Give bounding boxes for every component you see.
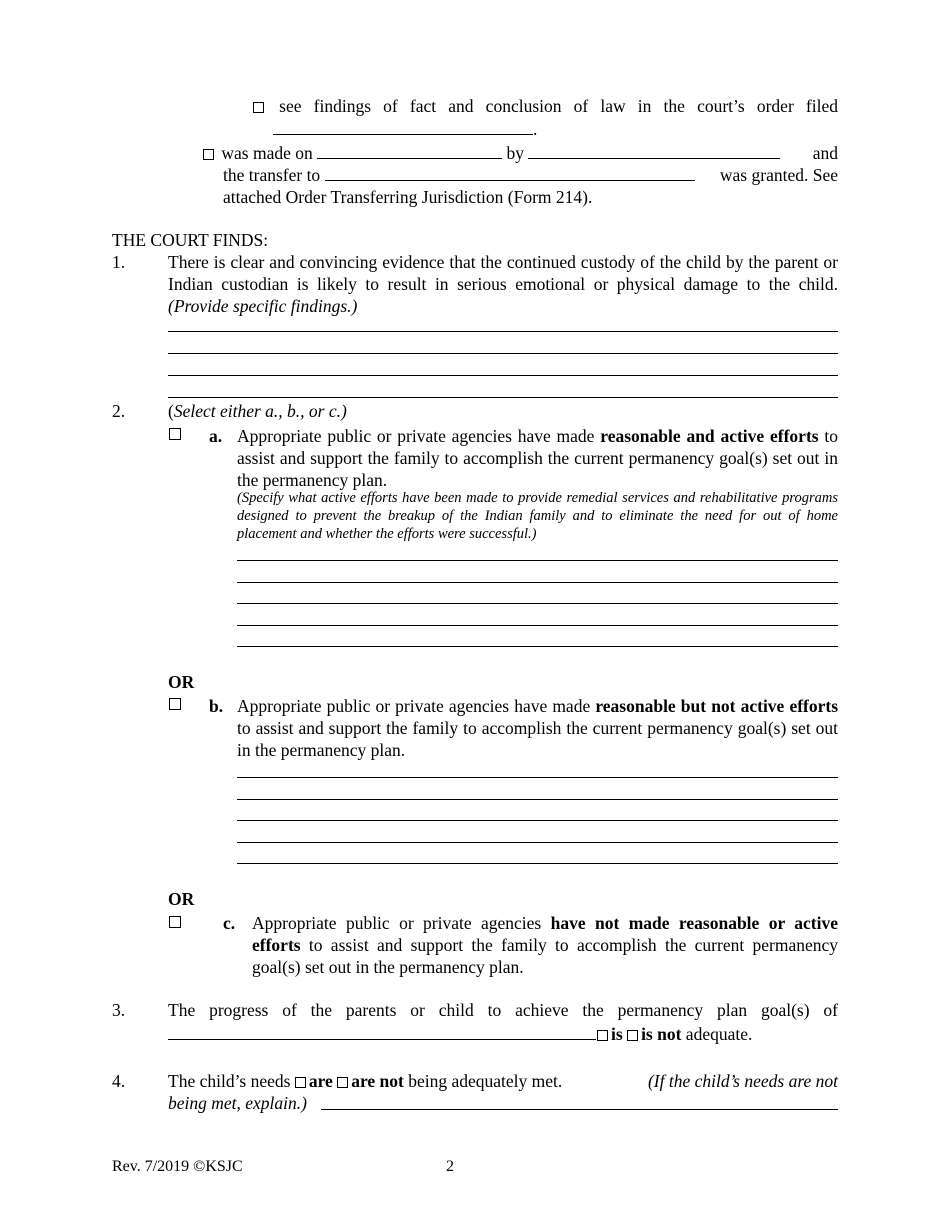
attached-text: attached Order Transferring Jurisdiction (Form 214). bbox=[223, 187, 593, 207]
findings-date-row: . bbox=[273, 118, 537, 140]
transfer-row: the transfer to was granted. See bbox=[223, 165, 838, 185]
option-a-line[interactable] bbox=[237, 603, 838, 604]
option-a-line[interactable] bbox=[237, 582, 838, 583]
findings-row bbox=[253, 95, 838, 117]
item1-line[interactable] bbox=[168, 331, 838, 332]
option-c-checkbox[interactable] bbox=[169, 916, 181, 928]
findings-checkbox[interactable] bbox=[253, 102, 264, 113]
option-a-specify: (Specify what active efforts have been made to provide remedial services and rehabilitative programs designed to prevent the breakup of the Indian family and to eliminate the need for out of home placement and whether the efforts were successful.) bbox=[237, 490, 838, 542]
item3-number: 3. bbox=[112, 1000, 126, 1020]
court-finds-heading: THE COURT FINDS: bbox=[112, 230, 269, 250]
item2-instruction: (Select either a., b., or c.) bbox=[168, 401, 347, 421]
footer-revision: Rev. 7/2019 ©KSJC bbox=[112, 1158, 243, 1175]
option-b-line[interactable] bbox=[237, 863, 838, 864]
or-label: OR bbox=[168, 672, 195, 692]
item1-number: 1. bbox=[112, 252, 126, 272]
findings-text: see findings of fact and conclusion of law in the court’s order filed bbox=[279, 96, 838, 116]
item1-line[interactable] bbox=[168, 375, 838, 376]
made-on-row: was made on by and bbox=[203, 142, 838, 164]
item3-goal-blank[interactable] bbox=[168, 1025, 596, 1040]
transfer-to-blank[interactable] bbox=[325, 166, 695, 181]
findings-date-blank[interactable] bbox=[273, 120, 533, 135]
page-number: 2 bbox=[446, 1158, 454, 1175]
item3-text: The progress of the parents or child to achieve the permanency plan goal(s) of bbox=[168, 1000, 838, 1020]
option-b-line[interactable] bbox=[237, 799, 838, 800]
are-not-checkbox[interactable] bbox=[337, 1077, 348, 1088]
option-a-checkbox[interactable] bbox=[169, 428, 181, 440]
item4-explain-blank[interactable] bbox=[321, 1109, 838, 1110]
item2-number: 2. bbox=[112, 401, 126, 421]
option-b-line[interactable] bbox=[237, 820, 838, 821]
item4-first-line: The child’s needs are are not being adequately met. (If the child’s needs are not bbox=[168, 1071, 838, 1091]
item1-line[interactable] bbox=[168, 353, 838, 354]
option-a-line[interactable] bbox=[237, 560, 838, 561]
item4-number: 4. bbox=[112, 1071, 126, 1091]
or-label: OR bbox=[168, 889, 195, 909]
option-c-letter: c. bbox=[223, 913, 236, 933]
item1-text-block: There is clear and convincing evidence that the continued custody of the child by the parent or Indian custodian is likely to result in serious emotional or physical damage to the child. (Provide specific findings.) bbox=[168, 252, 838, 316]
is-checkbox[interactable] bbox=[597, 1030, 608, 1041]
option-c-text: Appropriate public or private agencies have not made reasonable or active efforts to assist and support the family to accomplish the current permanency goal(s) set out in the permanency plan. bbox=[252, 913, 839, 977]
option-a-line[interactable] bbox=[237, 646, 838, 647]
item1-line[interactable] bbox=[168, 397, 838, 398]
item3-second-line: is is not adequate. bbox=[168, 1023, 752, 1045]
option-a-text: Appropriate public or private agencies have made reasonable and active efforts to assist and support the family to accomplish the current permanency goal(s) set out in the permanency plan. bbox=[237, 426, 839, 490]
made-by-blank[interactable] bbox=[528, 144, 780, 159]
option-b-line[interactable] bbox=[237, 842, 838, 843]
option-b-letter: b. bbox=[209, 696, 224, 716]
made-on-date-blank[interactable] bbox=[317, 144, 502, 159]
are-checkbox[interactable] bbox=[295, 1077, 306, 1088]
option-b-line[interactable] bbox=[237, 777, 838, 778]
item4-second-line: being met, explain.) bbox=[168, 1093, 307, 1113]
option-a-letter: a. bbox=[209, 426, 223, 446]
option-a-line[interactable] bbox=[237, 625, 838, 626]
made-on-checkbox[interactable] bbox=[203, 149, 214, 160]
option-b-text: Appropriate public or private agencies have made reasonable but not active efforts to assist and support the family to accomplish the current permanency goal(s) set out in the permanency plan. bbox=[237, 696, 839, 760]
option-b-checkbox[interactable] bbox=[169, 698, 181, 710]
is-not-checkbox[interactable] bbox=[627, 1030, 638, 1041]
